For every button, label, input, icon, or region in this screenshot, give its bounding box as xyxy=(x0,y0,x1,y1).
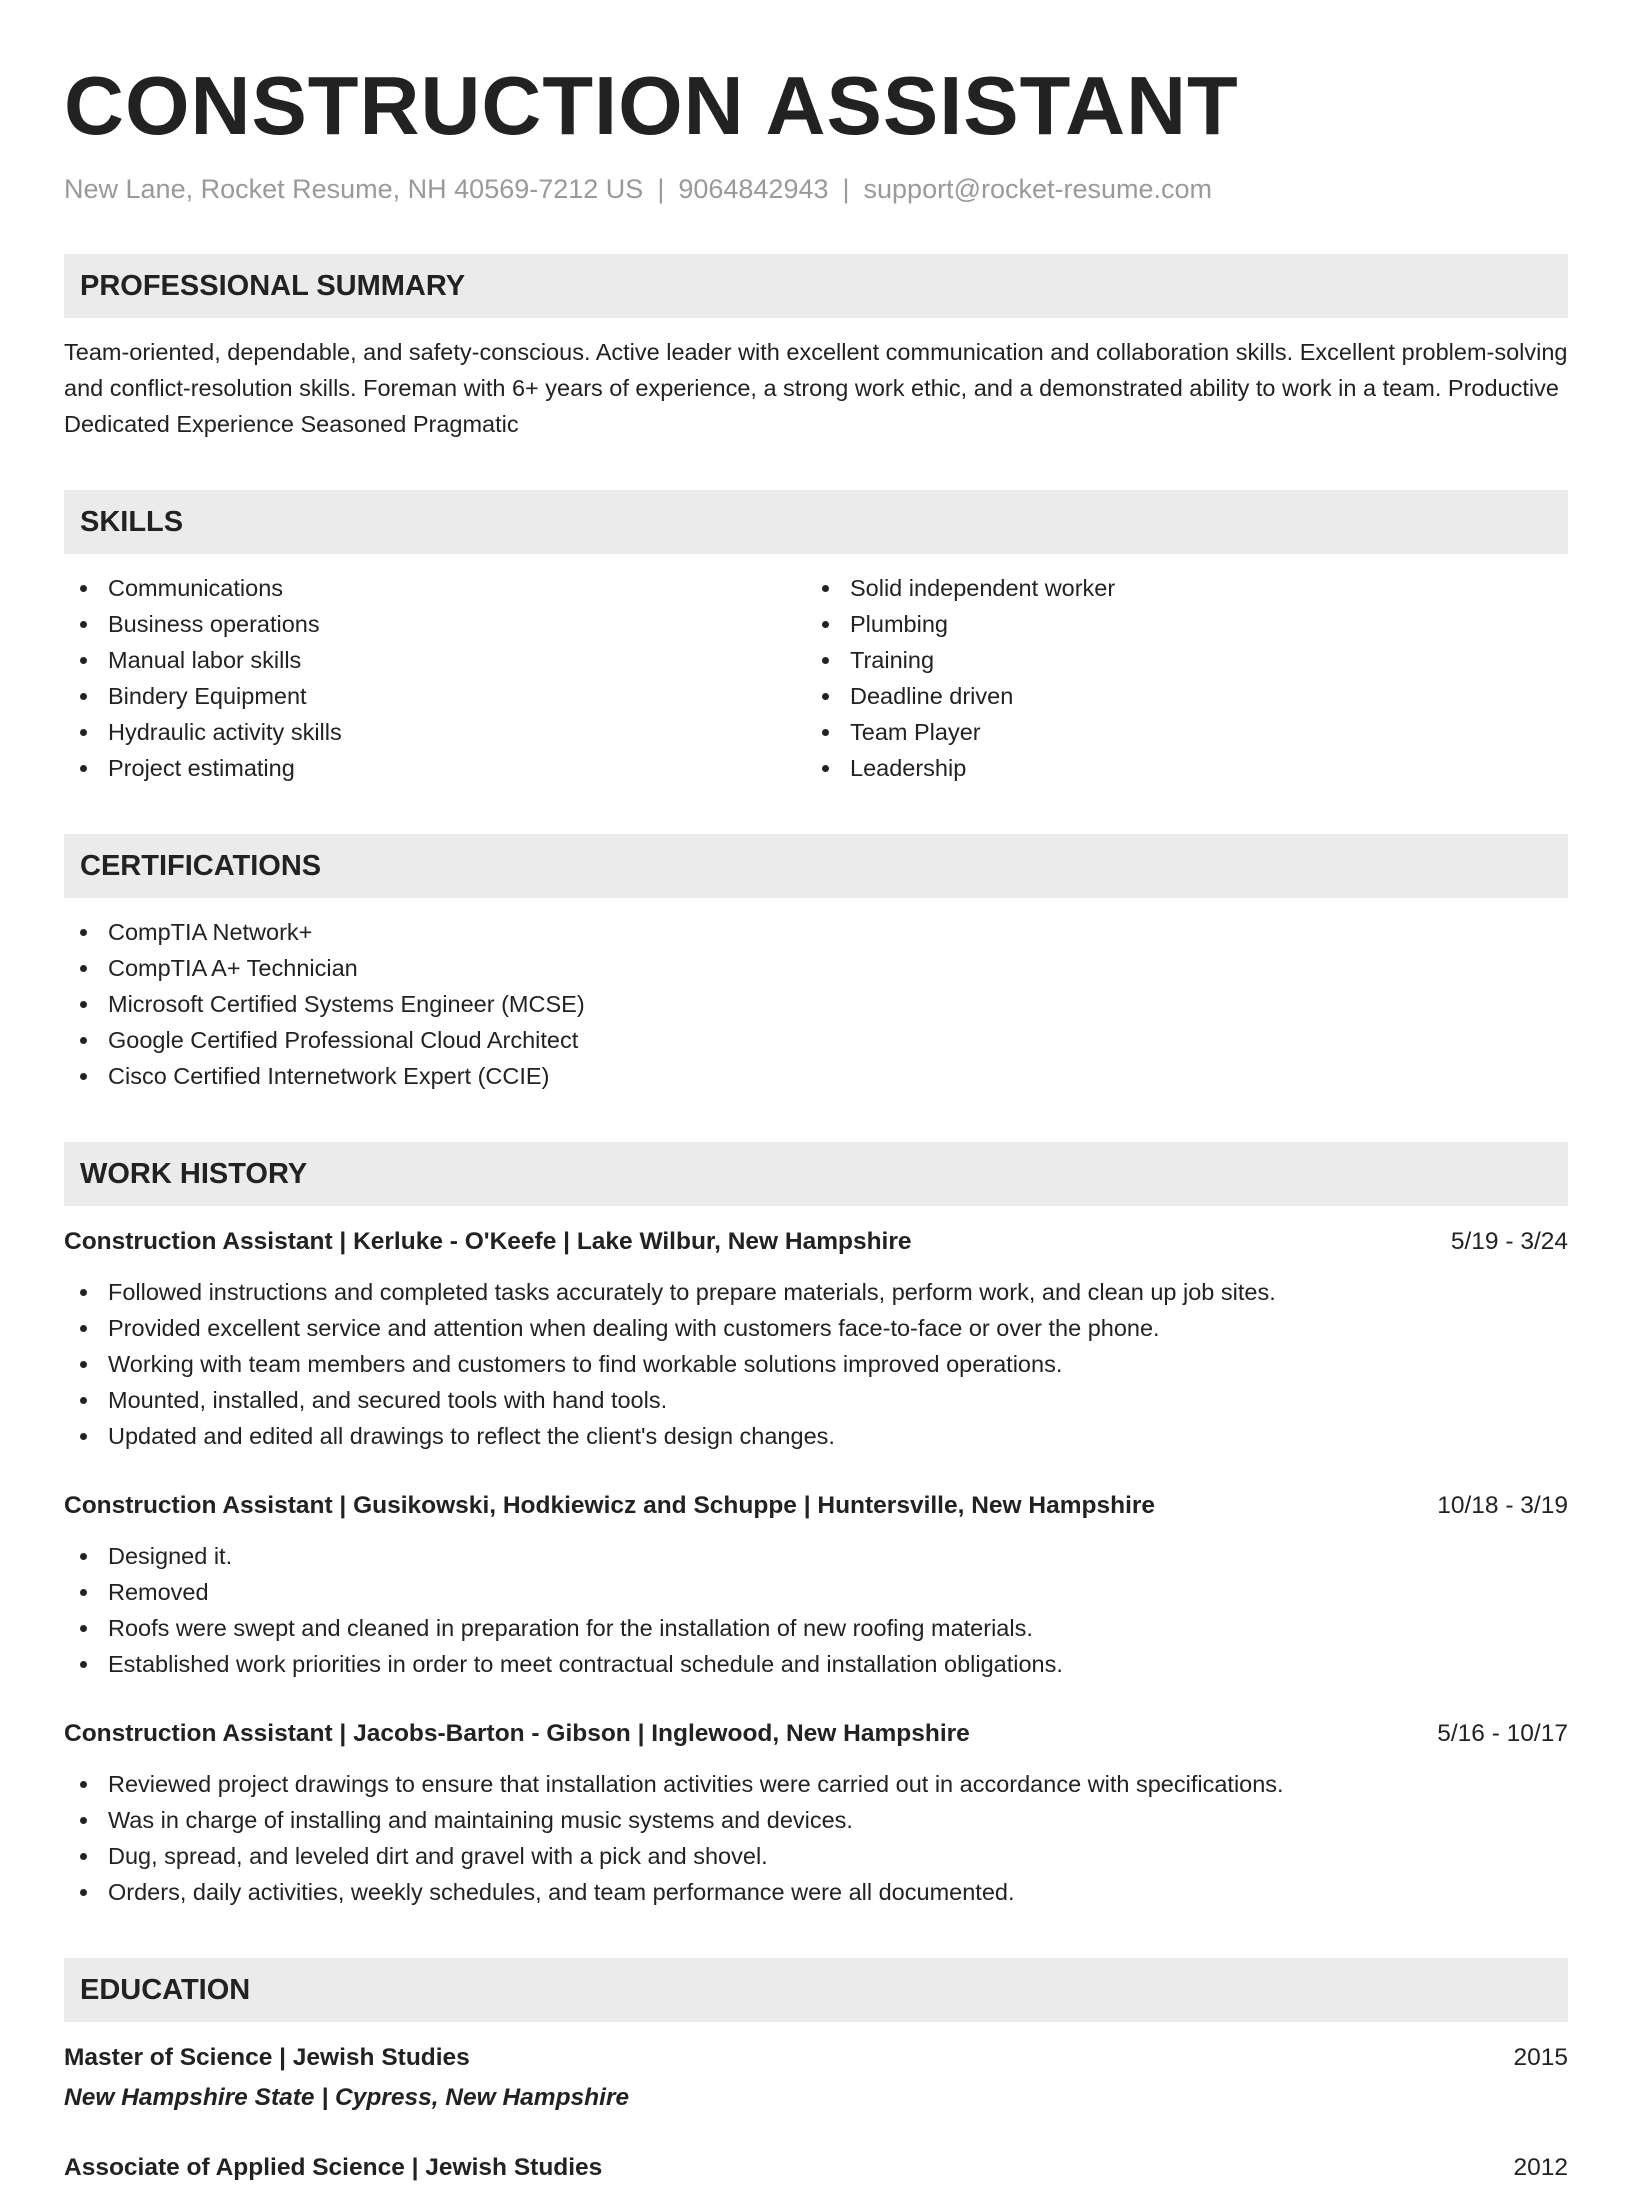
skills-list-left xyxy=(64,570,806,786)
skill-item: Communications xyxy=(64,570,806,606)
skill-item: Project estimating xyxy=(64,750,806,786)
resume-page xyxy=(64,0,1568,2186)
section-heading-summary: PROFESSIONAL SUMMARY xyxy=(64,254,1568,318)
job-entry xyxy=(64,1224,1568,1454)
job-bullet: Updated and edited all drawings to reflect the client's design changes. xyxy=(64,1418,1568,1454)
contact-line xyxy=(64,172,1568,206)
skills-list-right xyxy=(806,570,1548,786)
job-bullet: Was in charge of installing and maintaining music systems and devices. xyxy=(64,1802,1568,1838)
certification-item: Cisco Certified Internetwork Expert (CCIE) xyxy=(64,1058,1568,1094)
skill-item: Leadership xyxy=(806,750,1548,786)
job-bullets xyxy=(64,1538,1568,1682)
candidate-name: CONSTRUCTION ASSISTANT xyxy=(64,59,1239,152)
education-entry xyxy=(64,2040,1568,2116)
certification-item: CompTIA A+ Technician xyxy=(64,950,1568,986)
job-bullet: Followed instructions and completed tasks accurately to prepare materials, perform work, and clean up job sites. xyxy=(64,1274,1568,1310)
job-header xyxy=(64,1716,1568,1752)
job-bullet: Provided excellent service and attention when dealing with customers face-to-face or over the phone. xyxy=(64,1310,1568,1346)
job-bullet: Designed it. xyxy=(64,1538,1568,1574)
job-bullet: Roofs were swept and cleaned in preparation for the installation of new roofing materials. xyxy=(64,1610,1568,1646)
skill-item: Deadline driven xyxy=(806,678,1548,714)
contact-phone: 9064842943 xyxy=(678,174,829,204)
education-degree: Master of Science | Jewish Studies xyxy=(64,2044,470,2071)
job-dates: 10/18 - 3/19 xyxy=(1437,1492,1568,1519)
skill-item: Plumbing xyxy=(806,606,1548,642)
job-bullet: Removed xyxy=(64,1574,1568,1610)
contact-email: support@rocket-resume.com xyxy=(863,174,1213,204)
job-entry xyxy=(64,1716,1568,1910)
job-bullets xyxy=(64,1766,1568,1910)
education-year: 2015 xyxy=(1513,2044,1568,2071)
section-heading-work-history: WORK HISTORY xyxy=(64,1142,1568,1206)
job-title: Construction Assistant | Gusikowski, Hodkiewicz and Schuppe | Huntersville, New Hampshire xyxy=(64,1492,1156,1519)
job-entry xyxy=(64,1488,1568,1682)
education-header xyxy=(64,2040,1568,2076)
contact-separator: | xyxy=(657,174,665,204)
job-dates: 5/16 - 10/17 xyxy=(1437,1720,1568,1747)
contact-separator: | xyxy=(842,174,850,204)
education-entry xyxy=(64,2150,1568,2186)
job-bullet: Mounted, installed, and secured tools with hand tools. xyxy=(64,1382,1568,1418)
section-heading-skills: SKILLS xyxy=(64,490,1568,554)
skill-item: Manual labor skills xyxy=(64,642,806,678)
job-bullet: Dug, spread, and leveled dirt and gravel with a pick and shovel. xyxy=(64,1838,1568,1874)
certification-item: Microsoft Certified Systems Engineer (MCSE) xyxy=(64,986,1568,1022)
skill-item: Business operations xyxy=(64,606,806,642)
job-bullet: Orders, daily activities, weekly schedules, and team performance were all documented. xyxy=(64,1874,1568,1910)
skill-item: Bindery Equipment xyxy=(64,678,806,714)
contact-address: New Lane, Rocket Resume, NH 40569-7212 US xyxy=(64,174,644,204)
certifications-list xyxy=(64,914,1568,1094)
job-bullet: Working with team members and customers to find workable solutions improved operations. xyxy=(64,1346,1568,1382)
summary-text: Team-oriented, dependable, and safety-conscious. Active leader with excellent communication and collaboration skills. Excellent problem-solving and conflict-resolution skills. Foreman with 6+ years of experience, a strong work ethic, and a demonstrated ability to work in a team. Productive Dedicated Experience Seasoned Pragmatic xyxy=(64,339,1568,437)
job-header xyxy=(64,1224,1568,1260)
certification-item: CompTIA Network+ xyxy=(64,914,1568,950)
section-heading-education: EDUCATION xyxy=(64,1958,1568,2022)
education-degree: Associate of Applied Science | Jewish Studies xyxy=(64,2154,603,2181)
certification-item: Google Certified Professional Cloud Architect xyxy=(64,1022,1568,1058)
education-year: 2012 xyxy=(1513,2154,1568,2181)
job-bullet: Reviewed project drawings to ensure that installation activities were carried out in accordance with specifications. xyxy=(64,1766,1568,1802)
job-bullet: Established work priorities in order to meet contractual schedule and installation obligations. xyxy=(64,1646,1568,1682)
job-title: Construction Assistant | Jacobs-Barton - Gibson | Inglewood, New Hampshire xyxy=(64,1720,970,1747)
skills-columns xyxy=(64,554,1568,786)
job-header xyxy=(64,1488,1568,1524)
education-header xyxy=(64,2150,1568,2186)
section-heading-certifications: CERTIFICATIONS xyxy=(64,834,1568,898)
job-bullets xyxy=(64,1274,1568,1454)
job-dates: 5/19 - 3/24 xyxy=(1450,1228,1568,1255)
skill-item: Team Player xyxy=(806,714,1548,750)
education-school: New Hampshire State | Cypress, New Hampshire xyxy=(64,2084,630,2111)
skill-item: Training xyxy=(806,642,1548,678)
skill-item: Hydraulic activity skills xyxy=(64,714,806,750)
job-title: Construction Assistant | Kerluke - O'Keefe | Lake Wilbur, New Hampshire xyxy=(64,1228,912,1255)
skill-item: Solid independent worker xyxy=(806,570,1548,606)
